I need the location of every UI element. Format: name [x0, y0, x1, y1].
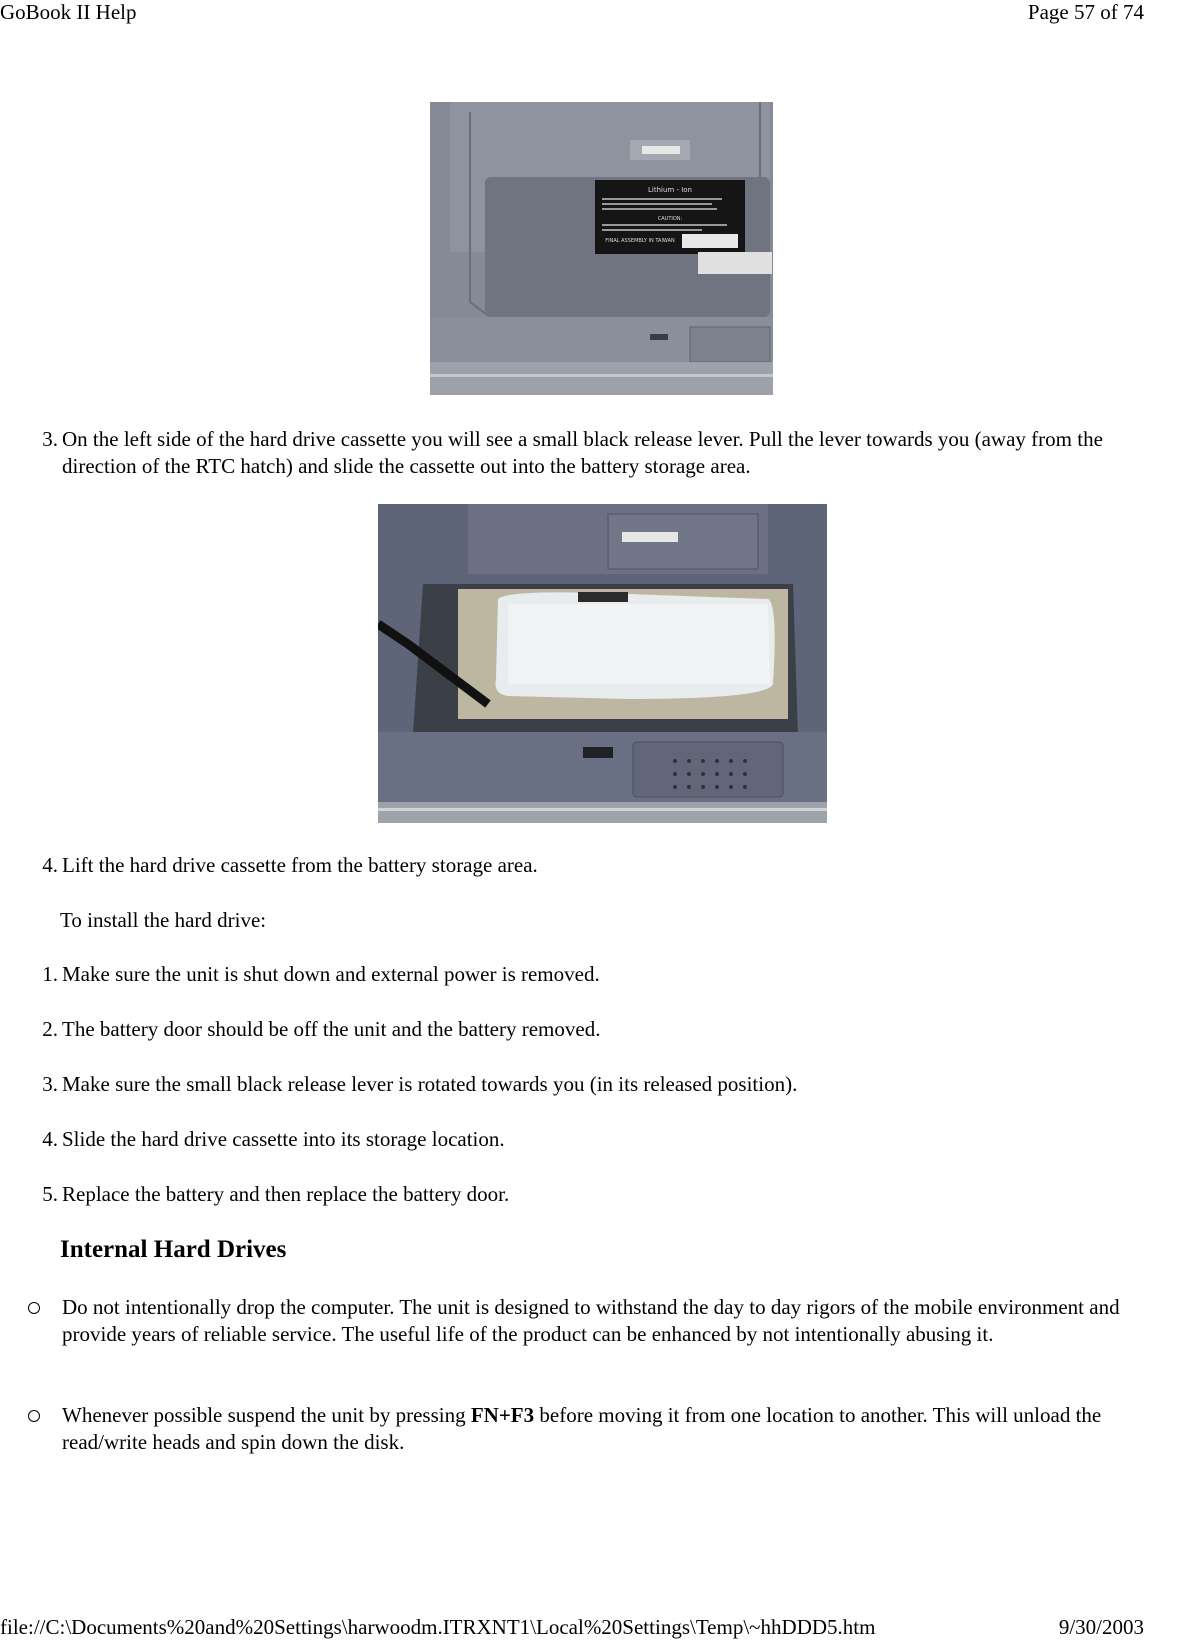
bullet-text-after: before moving it from one location to another. This will unload the read/write heads and spin down the disk. [62, 1403, 1102, 1454]
install-step-1 [42, 961, 1177, 988]
install-intro: To install the hard drive: [60, 908, 267, 932]
step-number: 4. [42, 1127, 58, 1151]
battery-photo-drawing [430, 102, 773, 395]
hard-drive-photo-drawing [378, 504, 827, 823]
step-text: The battery door should be off the unit and the battery removed. [62, 1017, 601, 1041]
bullet-text-before: Whenever possible suspend the unit by pressing [62, 1403, 471, 1427]
hard-drive-cassette-photo [378, 504, 827, 823]
removal-step-4 [42, 852, 1177, 879]
removal-step-3 [42, 426, 1177, 480]
print-date: 9/30/2003 [1058, 1615, 1144, 1639]
section-heading: Internal Hard Drives [60, 1236, 287, 1263]
bullet-icon [28, 1302, 40, 1314]
key-combo: FN+F3 [470, 1403, 535, 1427]
bullet-item [62, 1294, 1177, 1375]
bullet-text [62, 1402, 1120, 1456]
bullet-icon [28, 1410, 40, 1422]
step-number: 3. [42, 427, 58, 451]
page-number: Page 57 of 74 [1027, 0, 1144, 24]
file-path: file://C:\Documents%20and%20Settings\harwoodm.ITRXNT1\Local%20Settings\Temp\~hhDDD5.htm [0, 1615, 876, 1639]
step-text: Make sure the small black release lever is rotated towards you (in its released position). [62, 1072, 798, 1096]
step-text: Replace the battery and then replace the battery door. [62, 1182, 510, 1206]
install-step-4 [42, 1126, 1177, 1153]
step-text: On the left side of the hard drive cassette you will see a small black release lever. Pull the lever towards you (away from the direction of the RTC hatch) and slide the cassette out into the battery storage area. [62, 427, 1103, 478]
step-text: Make sure the unit is shut down and external power is removed. [62, 962, 600, 986]
step-number: 5. [42, 1182, 58, 1206]
step-number: 4. [42, 853, 58, 877]
step-number: 1. [42, 962, 58, 986]
step-number: 2. [42, 1017, 58, 1041]
step-text: Lift the hard drive cassette from the battery storage area. [62, 853, 538, 877]
battery-label-caution: CAUTION: [657, 216, 683, 222]
battery-label-assembly: FINAL ASSEMBLY IN TAIWAN [605, 238, 675, 244]
document-title: GoBook II Help [0, 0, 137, 24]
battery-label-title: Lithium - Ion [648, 186, 692, 194]
step-number: 3. [42, 1072, 58, 1096]
install-step-5 [42, 1181, 1177, 1208]
install-step-3 [42, 1071, 1177, 1098]
install-step-2 [42, 1016, 1177, 1043]
battery-photo [430, 102, 773, 395]
bullet-item [62, 1402, 1177, 1456]
bullet-text: Do not intentionally drop the computer. The unit is designed to withstand the day to day rigors of the mobile environment and provide years of reliable service. The useful life of the product can be enhanced by not intentionally abusing it. [62, 1295, 1120, 1346]
step-text: Slide the hard drive cassette into its storage location. [62, 1127, 505, 1151]
